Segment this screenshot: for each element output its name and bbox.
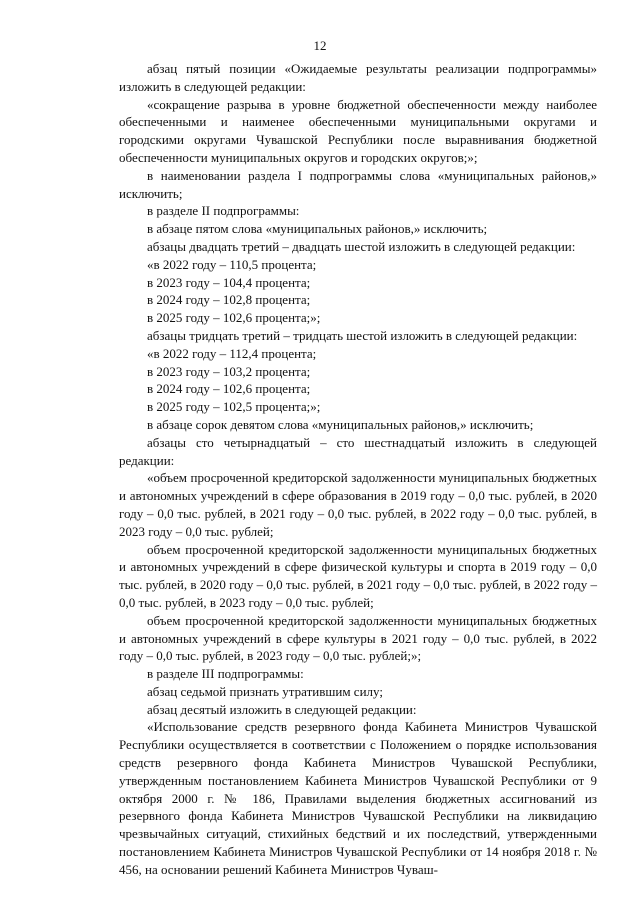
paragraph: в разделе II подпрограммы: [147,203,300,219]
paragraph: абзац пятый позиции «Ожидаемые результаты реализации подпрограммы» изложить в следующей редакции: [119,61,597,94]
paragraph: абзац седьмой признать утратившим силу; [147,683,383,699]
paragraph: «Использование средств резервного фонда Кабинета Министров Чувашской Республики осуществляется в соответствии с Положением о порядке использования средств резервного фонда Кабинета Министров Чувашской Республики, утвержденным постановлением Кабинета Министров Чувашской Республики от 9 октября 2000 г. № 186, Правилами выделения бюджетных ассигнований из резервного фонда Кабинета Министров Чувашской Республики на ликвидацию чрезвычайных ситуаций, стихийных бедствий и их последствий, утвержденными постановлением Кабинета Министров Чувашской Республики от 14 ноября 2018 г. № 456, на основании решений Кабинета Министров Чуваш- [119,719,597,877]
paragraph: в наименовании раздела I подпрограммы слова «муниципальных районов,» исключить; [119,167,597,201]
paragraph: в 2024 году – 102,8 процента; [147,292,311,308]
paragraph: абзацы двадцать третий – двадцать шестой изложить в следующей редакции: [147,238,576,254]
paragraph: в разделе III подпрограммы: [147,666,304,682]
paragraph: «объем просроченной кредиторской задолженности муниципальных бюджетных и автономных учреждений в сфере образования в 2019 году – 0,0 тыс. рублей, в 2020 году – 0,0 тыс. рублей, в 2021 году – 0,0 тыс. рублей, в 2022 году – 0,0 тыс. рублей, в 2023 году – 0,0 тыс. рублей; [119,470,597,539]
document-body [119,60,597,879]
paragraph: абзац десятый изложить в следующей редакции: [147,701,417,717]
paragraph: «в 2022 году – 110,5 процента; [147,256,317,272]
page-number: 12 [313,38,327,53]
paragraph: объем просроченной кредиторской задолженности муниципальных бюджетных и автономных учреждений в сфере физической культуры и спорта в 2019 году – 0,0 тыс. рублей, в 2020 году – 0,0 тыс. рублей, в 2021 году – 0,0 тыс. рублей, в 2022 году – 0,0 тыс. рублей, в 2023 году – 0,0 тыс. рублей; [119,541,597,610]
paragraph: в абзаце сорок девятом слова «муниципальных районов,» исключить; [147,416,534,432]
paragraph: абзацы тридцать третий – тридцать шестой изложить в следующей редакции: [147,327,578,343]
paragraph: «в 2022 году – 112,4 процента; [147,345,317,361]
paragraph: в 2024 году – 102,6 процента; [147,381,311,397]
paragraph: «сокращение разрыва в уровне бюджетной обеспеченности между наиболее обеспеченными и наименее обеспеченными муниципальными округами и городскими округами Чувашской Республики после выравнивания бюджетной обеспеченности муниципальных округов и городских округов;»; [119,96,597,165]
paragraph: в 2023 году – 104,4 процента; [147,274,311,290]
paragraph: в 2023 году – 103,2 процента; [147,363,311,379]
paragraph: в абзаце пятом слова «муниципальных районов,» исключить; [147,221,488,237]
paragraph: объем просроченной кредиторской задолженности муниципальных бюджетных и автономных учреждений в сфере культуры в 2021 году – 0,0 тыс. рублей, в 2022 году – 0,0 тыс. рублей, в 2023 году – 0,0 тыс. рублей;»; [119,612,597,664]
paragraph: в 2025 году – 102,5 процента;»; [147,399,321,415]
paragraph: в 2025 году – 102,6 процента;»; [147,310,321,326]
paragraph: абзацы сто четырнадцатый – сто шестнадцатый изложить в следующей редакции: [119,434,597,468]
